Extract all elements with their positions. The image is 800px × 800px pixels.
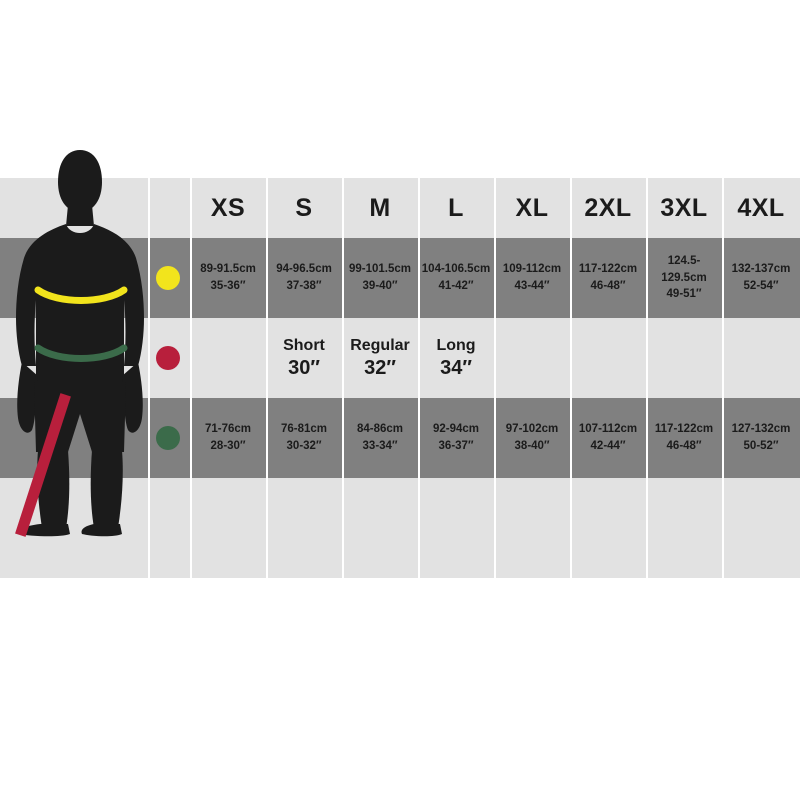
chest-cell-xl: 109-112cm 43-44″	[502, 263, 562, 292]
waist-cell-xs: 71-76cm 28-30″	[204, 423, 252, 452]
chest-cell-l: 104-106.5cm 41-42″	[421, 263, 491, 292]
yellow-dot-icon	[156, 266, 180, 290]
size-header-l: L	[448, 193, 464, 222]
waist-cell-l: 92-94cm 36-37″	[432, 423, 480, 452]
length-cell-s: Short 30″	[283, 336, 325, 379]
length-cell-l: Long 34″	[436, 336, 476, 379]
chest-cell-xs: 89-91.5cm 35-36″	[200, 263, 256, 292]
column-divider	[148, 178, 150, 578]
column-divider	[418, 178, 420, 578]
column-divider	[190, 178, 192, 578]
size-header-4xl: 4XL	[737, 193, 785, 222]
chest-cell-2xl: 117-122cm 46-48″	[578, 263, 638, 292]
waist-cell-4xl: 127-132cm 50-52″	[731, 423, 791, 452]
column-divider	[342, 178, 344, 578]
chest-cell-3xl: 124.5-129.5cm 49-51″	[661, 254, 707, 301]
waist-cell-s: 76-81cm 30-32″	[280, 423, 328, 452]
size-header-3xl: 3XL	[660, 193, 708, 222]
size-header-s: S	[295, 193, 313, 222]
green-dot-icon	[156, 426, 180, 450]
chest-cell-m: 99-101.5cm 39-40″	[348, 263, 412, 292]
waist-cell-xl: 97-102cm 38-40″	[505, 423, 559, 452]
column-divider	[494, 178, 496, 578]
length-cell-m: Regular 32″	[350, 336, 410, 379]
size-header-xs: XS	[210, 193, 246, 222]
size-header-2xl: 2XL	[584, 193, 632, 222]
column-divider	[266, 178, 268, 578]
chest-cell-4xl: 132-137cm 52-54″	[731, 263, 791, 292]
column-divider	[722, 178, 724, 578]
size-header-m: M	[369, 193, 391, 222]
red-dot-icon	[156, 346, 180, 370]
chest-cell-s: 94-96.5cm 37-38″	[276, 263, 332, 292]
column-divider	[570, 178, 572, 578]
waist-cell-m: 84-86cm 33-34″	[356, 423, 404, 452]
table-row	[0, 478, 800, 578]
waist-cell-3xl: 117-122cm 46-48″	[654, 423, 714, 452]
size-table	[0, 178, 800, 578]
waist-cell-2xl: 107-112cm 42-44″	[578, 423, 638, 452]
column-divider	[646, 178, 648, 578]
size-header-xl: XL	[515, 193, 549, 222]
